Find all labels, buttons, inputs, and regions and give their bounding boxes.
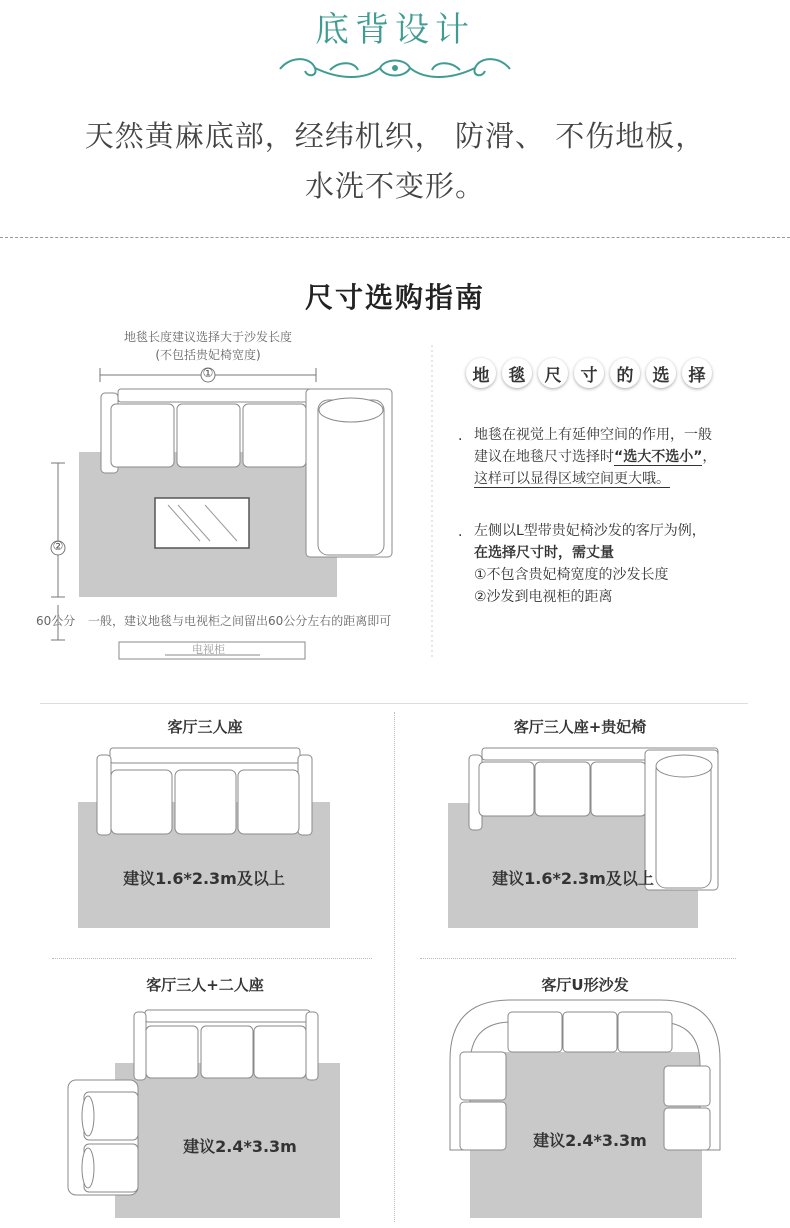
layout-title: 客厅三人座+贵妃椅 <box>513 718 647 736</box>
bullet-1-line: 地毯在视觉上有延伸空间的作用，一般 <box>474 427 712 443</box>
tv-cabinet-label: 电视柜 <box>192 643 225 656</box>
bullet-dot: · <box>458 528 463 544</box>
bullet-1-text: 这样可以显得区域空间更大哦。 <box>474 471 670 487</box>
title-char: 择 <box>682 358 712 388</box>
bullet-2-line: 在选择尺寸时，需丈量 <box>474 545 614 561</box>
title-char: 毯 <box>502 358 532 388</box>
title-char: 的 <box>610 358 640 388</box>
bullet-2-line: 左侧以L型带贵妃椅沙发的客厅为例， <box>474 523 706 539</box>
size-suggestion: 建议2.4*3.3m <box>183 1137 297 1156</box>
title-char: 选 <box>646 358 676 388</box>
distance-label: 60公分 <box>36 614 76 628</box>
size-suggestion: 建议1.6*2.3m及以上 <box>123 869 285 888</box>
bullet-1-text: 建议在地毯尺寸选择时 <box>474 449 614 465</box>
title-char: 尺 <box>538 358 568 388</box>
bullet-2-line: ①不包含贵妃椅宽度的沙发长度 <box>474 567 669 583</box>
bullet-dot: · <box>458 432 463 448</box>
title-char: 地 <box>466 358 496 388</box>
bullet-2-line: ②沙发到电视柜的距离 <box>474 589 613 605</box>
size-suggestion: 建议2.4*3.3m <box>533 1131 647 1150</box>
description-line: 水洗不变形。 <box>304 169 485 203</box>
width-note-sub: (不包括贵妃椅宽度) <box>155 348 261 362</box>
title-char: 寸 <box>574 358 604 388</box>
size-suggestion: 建议1.6*2.3m及以上 <box>492 869 654 888</box>
highlight-text: “选大不选小” <box>614 449 703 465</box>
bullet-1-text: ， <box>702 449 717 465</box>
marker-1: ① <box>202 366 214 380</box>
layout-title: 客厅U形沙发 <box>541 976 629 994</box>
width-note: 地毯长度建议选择大于沙发长度 <box>123 330 292 344</box>
layout-title: 客厅三人+二人座 <box>146 976 264 994</box>
layout-title: 客厅三人座 <box>167 718 243 736</box>
marker-2: ② <box>52 539 64 553</box>
guide-title: 尺寸选购指南 <box>304 281 485 314</box>
section-title: 底背设计 <box>315 10 475 50</box>
distance-note: 一般，建议地毯与电视柜之间留出60公分左右的距离即可 <box>88 614 392 628</box>
description-line: 天然黄麻底部，经纬机织， 防滑、 不伤地板， <box>84 119 706 153</box>
